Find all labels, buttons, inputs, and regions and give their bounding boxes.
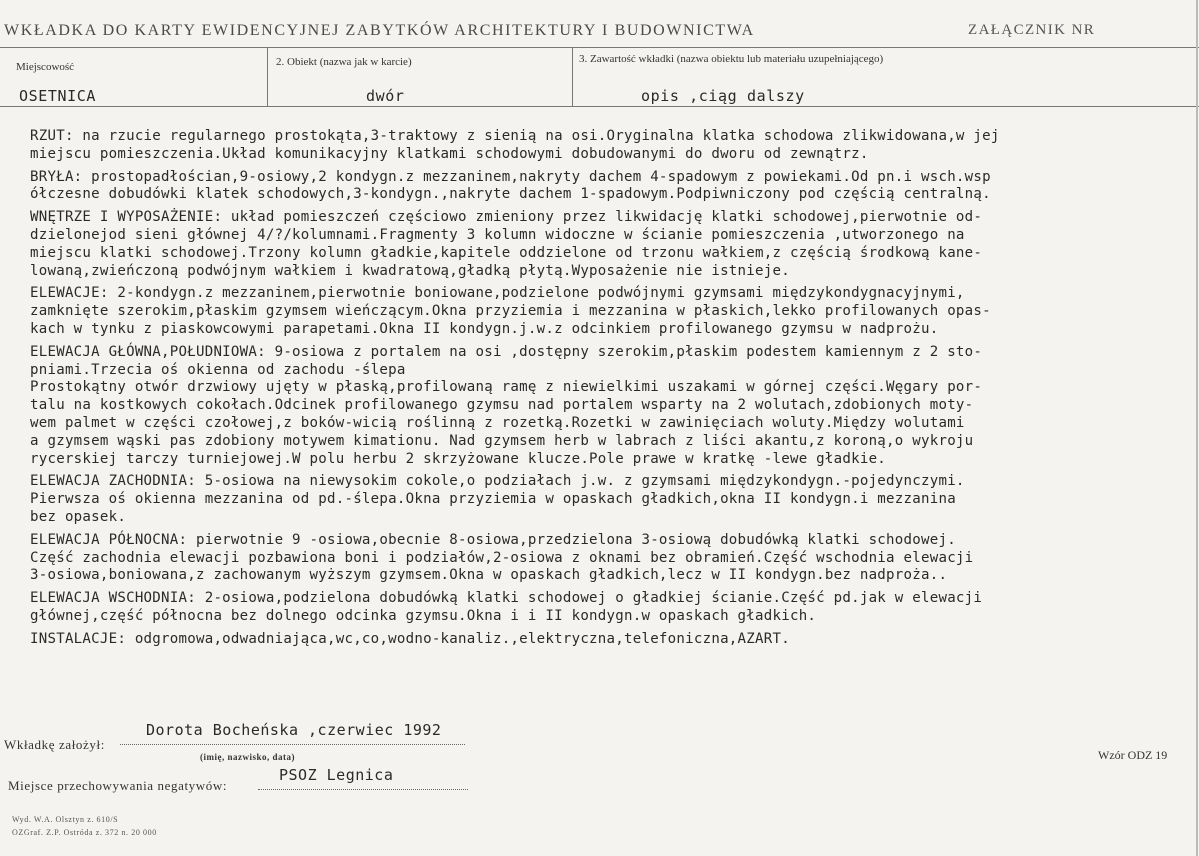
description-section: [30, 473, 1170, 526]
description-section: [30, 344, 1170, 469]
description-line: talu na kostkowych cokołach.Odcinek profilowanego gzymsu nad portalem wsparty na 2 wolutach,zdobionych moty-: [30, 397, 974, 414]
column-divider-2: [572, 47, 573, 106]
content-value: opis ,ciąg dalszy: [641, 87, 805, 105]
description-line: ELEWACJE: 2-kondygn.z mezzaninem,pierwotnie boniowane,podzielone podwójnymi gzymsami międzykondygnacyjnymi,: [30, 285, 965, 302]
description-section: [30, 128, 1170, 164]
description-line: Część zachodnia elewacji pozbawiona boni i podziałów,2-osiowa z oknami bez obramień.Część wschodnia elewacji: [30, 549, 974, 566]
description-line: ELEWACJA GŁÓWNA,POŁUDNIOWA: 9-osiowa z portalem na osi ,dostępny szerokim,płaskim podestem kamiennym z 2 sto-: [30, 343, 983, 360]
author-underline: [120, 744, 465, 745]
description-line: Pierwsza oś okienna mezzanina od pd.-ślepa.Okna przyziemia w opaskach gładkich,okna II kondygn.i mezzanina: [30, 491, 956, 508]
object-label: 2. Obiekt (nazwa jak w karcie): [276, 56, 412, 68]
description-line: Prostokątny otwór drzwiowy ujęty w płaską,profilowaną ramę z niewielkimi uszakami w górnej części.Węgary por-: [30, 379, 983, 396]
description-section: [30, 285, 1170, 338]
description-line: WNĘTRZE I WYPOSAŻENIE: układ pomieszczeń częściowo zmieniony przez likwidację klatki schodowej,pierwotnie od-: [30, 209, 983, 226]
description-line: dzielonejod sieni głównej 4/?/kolumnami.Fragmenty 3 kolumn widoczne w ścianie pomieszczenia ,utworzonego na: [30, 226, 965, 243]
locality-value: OSETNICA: [19, 87, 97, 105]
description-section: [30, 209, 1170, 280]
description-section: [30, 169, 1170, 205]
description-line: ELEWACJA WSCHODNIA: 2-osiowa,podzielona dobudówką klatki schodowej o gładkiej ścianie.Część pd.jak w elewacji: [30, 590, 983, 607]
negatives-value: PSOZ Legnica: [279, 766, 394, 784]
description-line: rycerskiej tarczy turniejowej.W polu herbu 2 skrzyżowane klucze.Pole prawe w kratkę -lewe gładkie.: [30, 450, 887, 467]
attachment-number-label: ZAŁĄCZNIK NR: [968, 22, 1096, 38]
locality-label: Miejscowość: [16, 61, 75, 73]
form-title: WKŁADKA DO KARTY EWIDENCYJNEJ ZABYTKÓW ARCHITEKTURY I BUDOWNICTWA: [4, 22, 755, 39]
header-rule-top: [0, 47, 1199, 48]
description-line: kach w tynku z piaskowcowymi parapetami.Okna II kondygn.j.w.z odcinkiem profilowanego gzymsu w nadprożu.: [30, 320, 939, 337]
negatives-label: Miejsce przechowywania negatywów:: [8, 778, 228, 793]
description-body: [30, 128, 1170, 654]
printer-line-2: OZGraf. Z.P. Ostróda z. 372 n. 20 000: [12, 828, 157, 837]
description-line: bez opasek.: [30, 508, 127, 525]
form-code: Wzór ODZ 19: [1098, 748, 1168, 762]
description-line: ELEWACJA ZACHODNIA: 5-osiowa na niewysokim cokole,o podziałach j.w. z gzymsami międzykondygn.-pojedynczymi.: [30, 473, 965, 490]
object-value: dwór: [366, 87, 405, 105]
description-line: miejscu klatki schodowej.Trzony kolumn gładkie,kapitele oddzielone od trzonu wałkiem,z częścią środkową kane-: [30, 244, 983, 261]
header-rule-bottom: [0, 106, 1199, 107]
description-section: [30, 532, 1170, 585]
sheet-edge: [1196, 0, 1198, 856]
printer-line-1: Wyd. W.A. Olsztyn z. 610/S: [12, 815, 119, 824]
author-note: (imię, nazwisko, data): [200, 752, 295, 762]
description-section: [30, 631, 1170, 649]
negatives-underline: [258, 789, 468, 790]
column-divider-1: [267, 47, 268, 106]
description-line: zamknięte szerokim,płaskim gzymsem wieńczącym.Okna przyziemia i mezzanina w płaskich,lekko profilowanych opas-: [30, 303, 991, 320]
description-line: 3-osiowa,boniowana,z zachowanym wyższym gzymsem.Okna w opaskach gładkich,lecz w II kondygn.bez nadproża..: [30, 567, 948, 584]
description-line: wem palmet w części czołowej,z boków-wicią roślinną z rozetką.Rozetki w zawinięciach woluty.Między wolutami: [30, 414, 965, 431]
description-line: miejscu pomieszczenia.Układ komunikacyjny klatkami schodowymi dobudowanymi do dworu od zewnątrz.: [30, 145, 869, 162]
author-value: Dorota Bocheńska ,czerwiec 1992: [146, 721, 442, 739]
description-line: głównej,część północna bez dolnego odcinka gzymsu.Okna i i II kondygn.w opaskach gładkich.: [30, 607, 817, 624]
description-line: INSTALACJE: odgromowa,odwadniająca,wc,co,wodno-kanaliz.,elektryczna,telefoniczna,AZART.: [30, 630, 790, 647]
description-line: ółczesne dobudówki klatek schodowych,3-kondygn.,nakryte dachem 1-spadowym.Podpiwniczony pod częścią centralną.: [30, 186, 991, 203]
author-label: Wkładkę założył:: [4, 737, 105, 752]
description-section: [30, 590, 1170, 626]
description-line: a gzymsem wąski pas zdobiony motywem kimationu. Nad gzymsem herb w labrach z liści akantu,z koroną,o wykroju: [30, 432, 974, 449]
content-label: 3. Zawartość wkładki (nazwa obiektu lub materiału uzupełniającego): [579, 53, 884, 65]
description-line: BRYŁA: prostopadłościan,9-osiowy,2 kondygn.z mezzaninem,nakryty dachem 4-spadowym z powiekami.Od pn.i wsch.wsp: [30, 168, 991, 185]
description-line: lowaną,zwieńczoną podwójnym wałkiem i kwadratową,gładką płytą.Wyposażenie nie istnieje.: [30, 262, 790, 279]
description-line: RZUT: na rzucie regularnego prostokąta,3-traktowy z sienią na osi.Oryginalna klatka schodowa zlikwidowana,w jej: [30, 128, 1000, 144]
description-line: pniami.Trzecia oś okienna od zachodu -ślepa: [30, 361, 406, 378]
description-line: ELEWACJA PÓŁNOCNA: pierwotnie 9 -osiowa,obecnie 8-osiowa,przedzielona 3-osiową dobudówką klatki schodowej.: [30, 531, 956, 548]
